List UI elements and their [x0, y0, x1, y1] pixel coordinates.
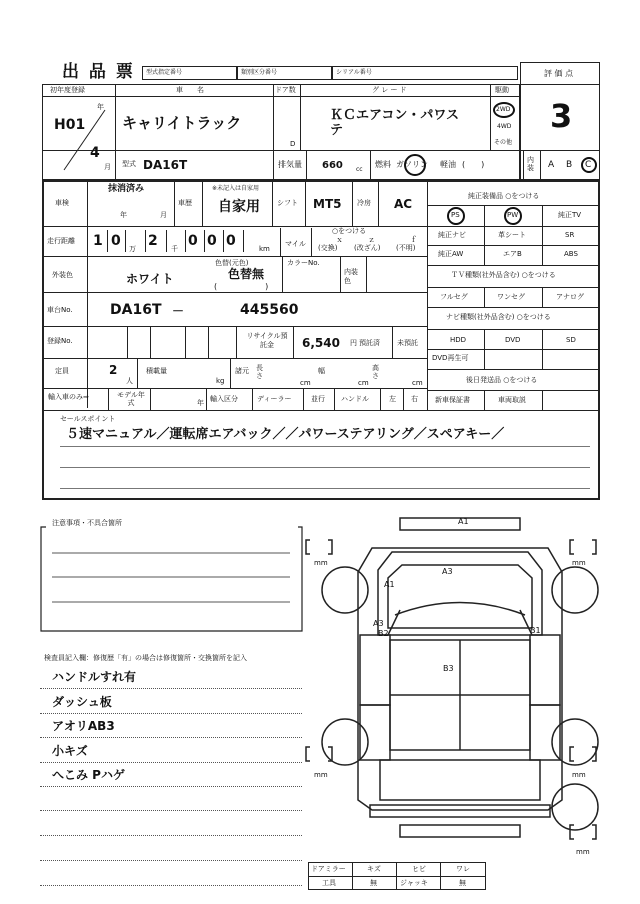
- recycle-value: 6,540: [302, 336, 340, 350]
- mileage-circle-note: ○をつける: [332, 227, 367, 235]
- fuel-paren: ( ): [462, 160, 485, 169]
- import-dealer: ディーラー: [257, 395, 292, 403]
- drive-label: 駆動: [495, 86, 509, 94]
- teiin-value: 2: [109, 363, 118, 377]
- model-year-unit: 年: [197, 399, 204, 407]
- cooler-value: AC: [394, 197, 413, 211]
- exterior-color-value: ホワイト: [126, 272, 174, 286]
- sales-point-text: ５速マニュアル／運転席エアバック／／パワーステアリング／スペアキー／: [66, 427, 505, 442]
- interior-circle: [581, 157, 597, 173]
- opt-ps: PS: [451, 211, 460, 219]
- mileage-digit: 0: [111, 233, 121, 249]
- opt-kokan: (交換): [318, 244, 338, 252]
- bottom-value: 無: [459, 879, 466, 887]
- mm-label: mm: [314, 771, 328, 779]
- shogen-label: 諸元: [235, 367, 249, 375]
- junsei-title: 純正装備品 ○をつける: [468, 192, 540, 200]
- damage-b1: B1: [530, 626, 541, 635]
- mileage-label: 走行距離: [47, 237, 75, 245]
- bottom-value: ジャッキ: [400, 879, 428, 887]
- recycle-label: リサイクル預託金: [246, 332, 288, 349]
- bottom-header: ヒビ: [412, 865, 426, 873]
- mm-label: mm: [576, 848, 590, 856]
- mileage-man-unit: 万: [129, 245, 136, 253]
- year-unit: 年: [97, 103, 104, 111]
- displacement-unit: cc: [356, 166, 363, 173]
- taka-label: 高さ: [372, 364, 379, 380]
- opt-tv: 純正TV: [558, 211, 582, 219]
- haba-cm: cm: [358, 379, 369, 387]
- evaluation-label: 評 価 点: [544, 69, 574, 78]
- displacement-value: 660: [322, 160, 343, 171]
- grade-label: グ レ ー ド: [372, 86, 407, 94]
- handle-left: 左: [389, 395, 396, 403]
- shaken-year-unit: 年: [120, 211, 127, 219]
- handle-label: ハンドル: [341, 395, 369, 403]
- bottom-header: ドアミラー: [311, 865, 346, 873]
- serial-label: シリアル番号: [336, 69, 372, 76]
- opt-new-warranty: 新車保証書: [435, 396, 470, 404]
- ruibetsu-label: 類別区分番号: [241, 69, 278, 76]
- katashiki-field[interactable]: [142, 66, 237, 80]
- irokae-label: 色替(元色): [215, 259, 249, 267]
- sekisai-label: 積載量: [146, 367, 167, 375]
- doors-label: ドア数: [275, 86, 296, 94]
- displacement-label: 排気量: [278, 160, 302, 169]
- interior-label: 内装: [527, 156, 534, 172]
- navi-type-title: ナビ種類(社外品含む) ○をつける: [446, 313, 551, 321]
- drive-other: その他: [494, 139, 513, 146]
- shaken-label: 車検: [55, 199, 69, 207]
- mile-label: マイル: [285, 240, 306, 248]
- damage-a1-top: A1: [458, 517, 469, 526]
- opt-aw: 純正AW: [438, 250, 464, 258]
- opt-seat: 革シート: [498, 231, 526, 239]
- ruibetsu-field[interactable]: [237, 66, 332, 80]
- notes-title: 注意事項・不具合箇所: [52, 519, 122, 527]
- damage-a3-left: A3: [373, 619, 384, 628]
- grade-value: ＫＣエアコン・パワステ: [330, 108, 459, 138]
- shaken-value: 抹消済み: [108, 184, 145, 194]
- shift-label: シフト: [277, 199, 298, 207]
- goods-title: 後日発送品 ○をつける: [466, 376, 538, 384]
- model-label: 型式: [122, 160, 136, 168]
- fuel-circle: [404, 154, 426, 176]
- first-reg-year: H01: [54, 117, 86, 133]
- colorno-label: カラーNo.: [287, 259, 320, 267]
- inspector-label: 検査員記入欄：修復歴「有」の場合は修復箇所・交換箇所を記入: [44, 654, 247, 662]
- opt-manual: 車両取説: [498, 396, 526, 404]
- opt-kokan-mark: ｘ: [336, 236, 343, 244]
- opt-dvd-play: DVD再生可: [432, 354, 469, 362]
- cooler-label: 冷房: [357, 199, 371, 207]
- katashiki-label: 型式指定番号: [146, 69, 183, 76]
- shaken-month-unit: 月: [160, 211, 167, 219]
- bottom-value: 工具: [322, 879, 336, 887]
- note-item: ハンドルすれ有: [52, 670, 137, 684]
- fuel-label: 燃料: [375, 160, 391, 169]
- drive-2wd: 2WD: [496, 106, 511, 113]
- date-slash: [60, 108, 110, 172]
- mm-label: mm: [572, 559, 586, 567]
- note-item: 小キズ: [52, 744, 88, 758]
- doors-suffix: D: [290, 140, 296, 148]
- mi-yotaku: 未預託: [397, 339, 418, 347]
- opt-kaizan-mark: ｚ: [368, 236, 375, 244]
- import-heiko: 並行: [311, 395, 325, 403]
- interior-color-label: 内装色: [344, 268, 358, 285]
- chassis-dash: －: [172, 304, 185, 318]
- mileage-digit: 0: [188, 233, 198, 249]
- naga-cm: cm: [300, 379, 311, 387]
- reki-label: 車歴: [178, 199, 192, 207]
- note-item: アオリAB3: [52, 719, 115, 733]
- naga-label: 長さ: [256, 364, 263, 380]
- interior-c: C: [585, 160, 592, 170]
- evaluation-score: 3: [550, 97, 573, 135]
- note-item: へこみ Pハゲ: [52, 768, 125, 782]
- irokae-paren: ( ): [214, 282, 269, 291]
- opt-abs: ABS: [564, 250, 578, 258]
- bottom-header: キズ: [367, 865, 381, 873]
- first-reg-month: 4: [90, 145, 100, 161]
- shonendo-label: 初年度登録: [50, 86, 85, 94]
- damage-b3: B3: [443, 664, 454, 673]
- import-kubun-label: 輸入区分: [210, 395, 238, 403]
- mileage-digit: 2: [148, 233, 158, 249]
- interior-a: A: [548, 160, 555, 170]
- yotaku-zumi: 預託済: [359, 339, 380, 347]
- opt-analog: アナログ: [556, 293, 584, 301]
- mm-label: mm: [314, 559, 328, 567]
- form-title: 出 品 票: [62, 62, 135, 82]
- teiin-unit: 人: [126, 377, 133, 385]
- opt-dvd: DVD: [505, 336, 521, 344]
- serial-field[interactable]: [332, 66, 518, 80]
- opt-fumei-mark: ｆ: [410, 236, 417, 244]
- chassis-number: 445560: [240, 302, 299, 318]
- car-name-label: 車 名: [176, 86, 204, 94]
- opt-sd: SD: [566, 336, 576, 344]
- month-unit: 月: [104, 163, 111, 171]
- opt-fullseg: フルセグ: [440, 293, 468, 301]
- mm-label: mm: [572, 771, 586, 779]
- opt-oneseg: ワンセグ: [497, 293, 525, 301]
- note-item: ダッシュ板: [52, 695, 112, 709]
- opt-hdd: HDD: [450, 336, 467, 344]
- sales-point-label: セールスポイント: [60, 415, 116, 423]
- damage-b2: B2: [378, 629, 389, 638]
- mileage-digit: 0: [207, 233, 217, 249]
- bottom-header: ワレ: [456, 865, 470, 873]
- mileage-km-unit: km: [259, 245, 270, 253]
- bottom-value: 無: [370, 879, 377, 887]
- registration-label: 登録No.: [47, 337, 73, 345]
- opt-airbag: エアB: [503, 250, 522, 258]
- opt-kaizan: (改ざん): [354, 244, 381, 252]
- import-label: 輸入車のみ⇒: [48, 393, 89, 401]
- mileage-sen-unit: 千: [171, 245, 178, 253]
- chassis-label: 車台No.: [47, 306, 73, 314]
- teiin-label: 定員: [55, 367, 69, 375]
- reki-note: ※未記入は自家用: [212, 185, 260, 192]
- shift-value: MT5: [313, 197, 342, 211]
- mileage-digit: 0: [226, 233, 236, 249]
- haba-label: 幅: [318, 367, 325, 375]
- opt-sr: SR: [565, 231, 575, 239]
- damage-a1-left: A1: [384, 580, 395, 589]
- model-year-label: モデル年式: [117, 391, 145, 407]
- fuel-diesel: 軽油: [440, 160, 456, 169]
- model-value: DA16T: [143, 158, 188, 172]
- damage-a3-top: A3: [442, 567, 453, 576]
- opt-fumei: (不明): [396, 244, 416, 252]
- exterior-color-label: 外装色: [52, 271, 73, 279]
- tv-type-title: ＴＶ種類(社外品含む) ○をつける: [451, 271, 556, 279]
- handle-right: 右: [411, 395, 418, 403]
- sekisai-unit: kg: [216, 377, 225, 385]
- car-name: キャリイトラック: [122, 114, 242, 132]
- mileage-digit: 1: [93, 233, 103, 249]
- interior-b: B: [566, 160, 573, 170]
- recycle-unit: 円: [350, 339, 357, 347]
- chassis-prefix: DA16T: [110, 302, 162, 318]
- taka-cm: cm: [412, 379, 423, 387]
- drive-4wd: 4WD: [497, 123, 512, 130]
- opt-pw: PW: [507, 211, 519, 219]
- reki-value: 自家用: [218, 199, 260, 215]
- opt-navi: 純正ナビ: [438, 231, 466, 239]
- notes-frame: [40, 515, 305, 635]
- fuel-gasoline: ガソリン: [396, 160, 428, 169]
- irokae-value: 色替無: [228, 267, 265, 281]
